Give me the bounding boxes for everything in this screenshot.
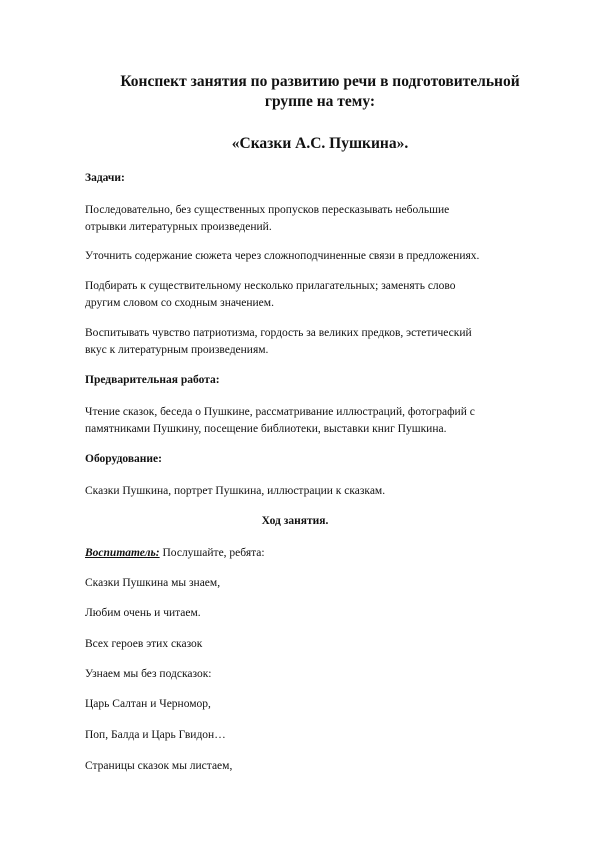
- teacher-line: [85, 545, 560, 562]
- title-line-3: «Сказки А.С. Пушкина».: [231, 135, 409, 152]
- lesson-heading: Ход занятия.: [261, 515, 329, 527]
- poem-line-2: Любим очень и читаем.: [85, 607, 201, 619]
- title-line-1: Конспект занятия по развитию речи в подготовительной: [120, 73, 520, 90]
- poem-line-4: Узнаем мы без подсказок:: [85, 668, 212, 680]
- poem-line-1: Сказки Пушкина мы знаем,: [85, 577, 221, 589]
- tasks-heading: Задачи:: [85, 172, 125, 184]
- task-4-line-2: вкус к литературным произведениям.: [85, 344, 269, 356]
- poem-line-7: Страницы сказок мы листаем,: [85, 760, 233, 772]
- task-3-line-2: другим словом со сходным значением.: [85, 297, 274, 309]
- task-2: Уточнить содержание сюжета через сложноподчиненные связи в предложениях.: [85, 250, 480, 262]
- task-3-line-1: Подбирать к существительному несколько прилагательных; заменять слово: [85, 280, 456, 292]
- teacher-text: Послушайте, ребята:: [159, 547, 265, 559]
- prep-line-1: Чтение сказок, беседа о Пушкине, рассматривание иллюстраций, фотографий с: [85, 406, 475, 418]
- task-1-line-2: отрывки литературных произведений.: [85, 221, 272, 233]
- prep-line-2: памятниками Пушкину, посещение библиотеки, выставки книг Пушкина.: [85, 423, 447, 435]
- teacher-label: Воспитатель:: [85, 547, 160, 559]
- task-1-line-1: Последовательно, без существенных пропусков пересказывать небольшие: [85, 204, 450, 216]
- title-line-2: группе на тему:: [264, 93, 376, 110]
- task-4-line-1: Воспитывать чувство патриотизма, гордость за великих предков, эстетический: [85, 327, 472, 339]
- poem-line-6: Поп, Балда и Царь Гвидон…: [85, 729, 226, 741]
- poem-line-5: Царь Салтан и Черномор,: [85, 698, 211, 710]
- equipment-heading: Оборудование:: [85, 453, 162, 465]
- equipment-text: Сказки Пушкина, портрет Пушкина, иллюстрации к сказкам.: [85, 485, 386, 497]
- prep-heading: Предварительная работа:: [85, 374, 220, 386]
- poem-line-3: Всех героев этих сказок: [85, 638, 203, 650]
